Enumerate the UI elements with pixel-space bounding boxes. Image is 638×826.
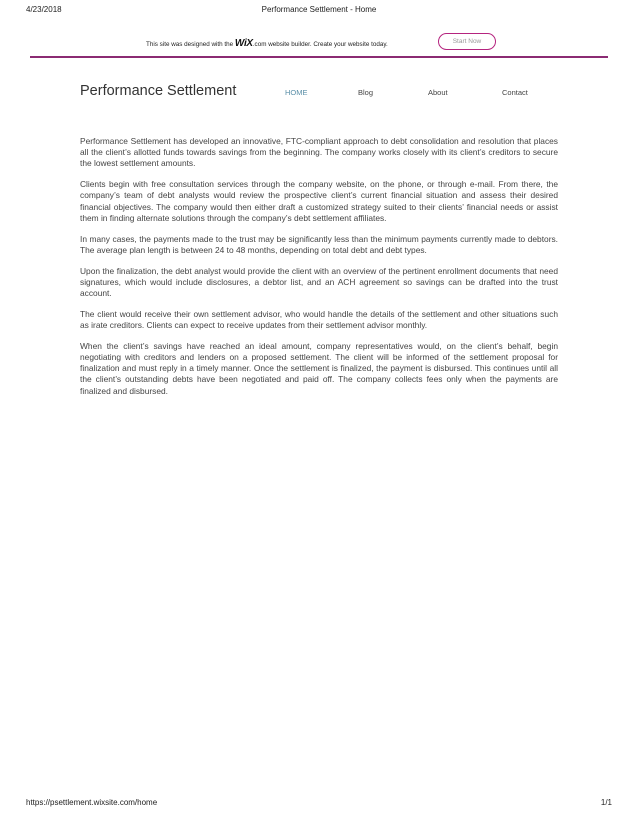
nav-blog[interactable]: Blog — [358, 88, 374, 97]
wix-banner-text — [146, 38, 388, 49]
nav-about[interactable]: About — [428, 88, 448, 97]
print-date: 4/23/2018 — [26, 5, 62, 14]
print-footer — [0, 798, 638, 810]
start-now-button[interactable]: Start Now — [438, 33, 496, 50]
paragraph: The client would receive their own settlement advisor, who would handle the details of the settlement and other situations such as irate creditors. Clients can expect to receive updates from their settlement advisor monthly. — [80, 308, 558, 331]
wix-banner — [0, 33, 638, 53]
paragraph: When the client’s savings have reached an ideal amount, company representatives would, on the client’s behalf, begin negotiating with creditors and lenders on a proposed settlement. The client will be informed of the settlement proposal for finalization and must reply in a timely manner. Once the settlement is finalized, the payment is disbursed. This continues until all the client’s outstanding debts have been negotiated and paid off. The company collects fees only when the payments are finalized and disbursed. — [80, 340, 558, 396]
banner-suffix: .com website builder. Create your website today. — [252, 41, 388, 48]
print-url: https://psettlement.wixsite.com/home — [26, 798, 158, 807]
banner-prefix: This site was designed with the — [146, 41, 235, 48]
site-title[interactable]: Performance Settlement — [80, 83, 237, 99]
paragraph: In many cases, the payments made to the trust may be significantly less than the minimum payments currently made to debtors. The average plan length is between 24 to 48 months, depending on total debt and debt types. — [80, 233, 558, 255]
nav-contact[interactable]: Contact — [502, 88, 528, 97]
nav-home[interactable]: HOME — [285, 88, 308, 97]
main-content — [80, 136, 558, 406]
banner-divider — [30, 56, 608, 58]
print-title: Performance Settlement - Home — [261, 5, 377, 14]
paragraph: Clients begin with free consultation services through the company website, on the phone, or through e-mail. From there, the company’s team of debt analysts would review the prospective client’s current financial situation and assess their desired financial objectives. The company would then either draft a customized strategy suited to their clients’ financial needs or assist them in finding alternate solutions through the company’s debt settlement affiliates. — [80, 179, 558, 223]
wix-logo[interactable]: WiX — [234, 38, 253, 49]
print-page-number: 1/1 — [600, 798, 612, 807]
paragraph: Upon the finalization, the debt analyst would provide the client with an overview of the pertinent enrollment documents that need signatures, which would include disclosures, a debtor list, and an ACH agreement so savings can be drafted into the trust account. — [80, 265, 558, 299]
paragraph: Performance Settlement has developed an innovative, FTC-compliant approach to debt consolidation and resolution that places all the client’s allotted funds towards savings from the beginning. The company works closely with its client’s creditors to secure the lowest settlement amounts. — [80, 136, 558, 169]
print-header — [0, 5, 638, 17]
